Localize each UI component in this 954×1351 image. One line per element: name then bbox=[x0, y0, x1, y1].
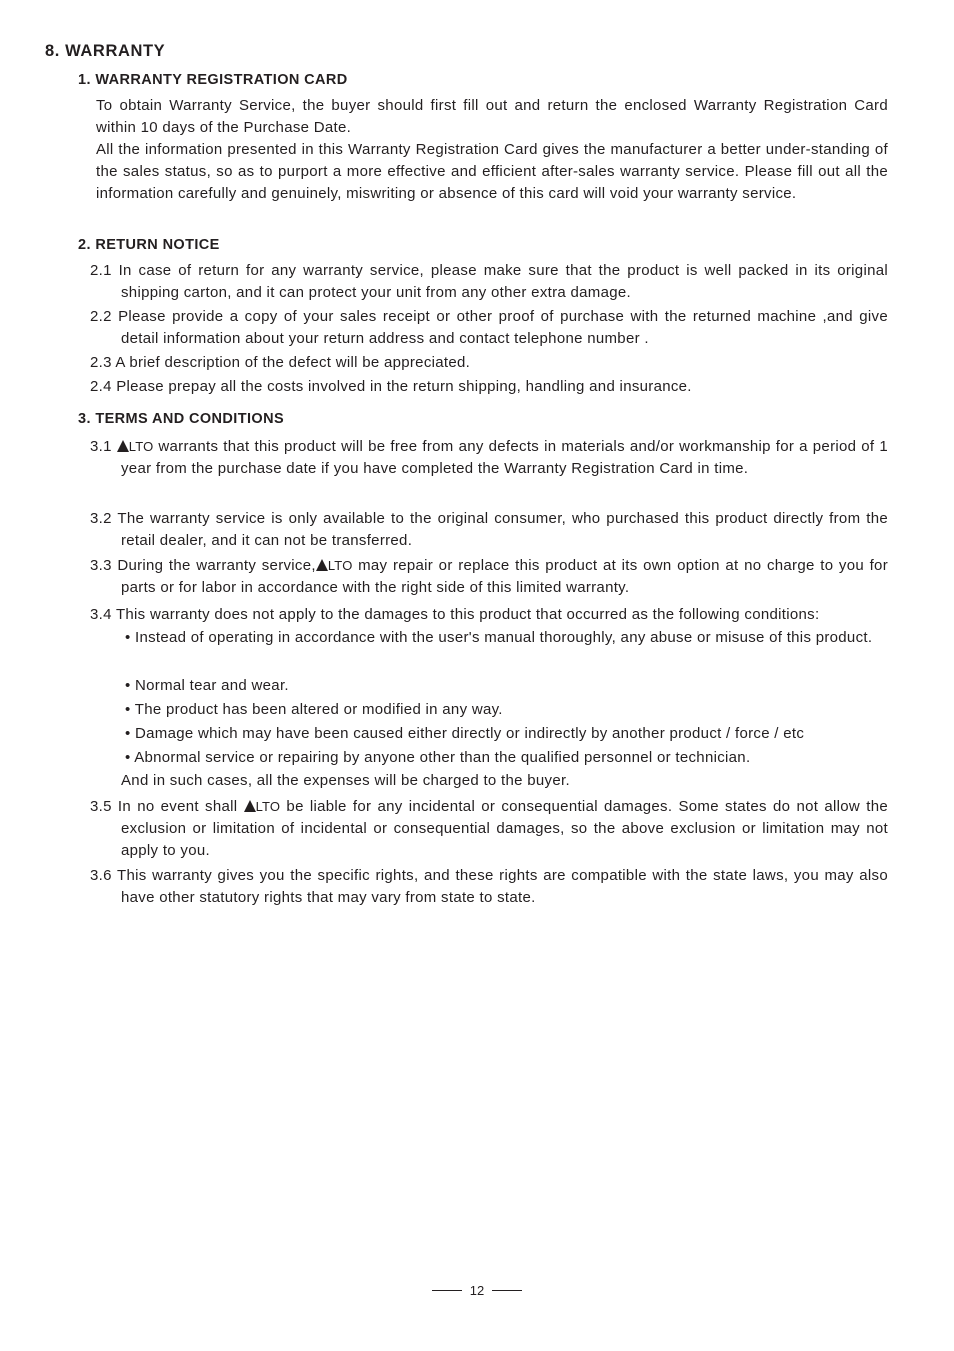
item-2-2: 2.2 Please provide a copy of your sales receipt or other proof of purchase with the returned machine ,and give detail information about your return address and contact telephone number . bbox=[90, 308, 888, 347]
footer-rule-left bbox=[432, 1290, 462, 1291]
item-3-3-text: may repair or replace this product at its own option at no charge to you for parts or for labor in accordance with the right side of this limited warranty. bbox=[121, 557, 888, 596]
item-3-4: 3.4 This warranty does not apply to the damages to this product that occurred as the following conditions: bbox=[90, 606, 820, 623]
item-3-2: 3.2 The warranty service is only available to the original consumer, who purchased this product directly from the retail dealer, and it can not be transferred. bbox=[90, 510, 888, 549]
item-3-1-text: warrants that this product will be free from any defects in materials and/or workmanship for a period of 1 year from the purchase date if you have completed the Warranty Registration Card in time. bbox=[121, 438, 888, 477]
bullet-abuse-misuse: • Instead of operating in accordance with the user's manual thoroughly, any abuse or misuse of this product. bbox=[125, 629, 873, 646]
bullet-abnormal-service: • Abnormal service or repairing by anyone other than the qualified personnel or technician. bbox=[125, 749, 751, 766]
brand-triangle-icon bbox=[316, 559, 328, 571]
paragraph-registration-info: All the information presented in this Warranty Registration Card gives the manufacturer a better under-standing of the sales status, so as to purport a more effective and efficient after-sales warranty service. Please fill out all the information carefully and genuinely, miswriting or absence of this card will void your warranty service. bbox=[96, 141, 888, 202]
item-3-5-lead: 3.5 In no event shall bbox=[90, 798, 244, 815]
footer-rule-right bbox=[492, 1290, 522, 1291]
brand-logo-text: LTO bbox=[255, 799, 281, 814]
page-number: 12 bbox=[469, 1283, 485, 1298]
item-2-3: 2.3 A brief description of the defect will be appreciated. bbox=[90, 354, 471, 371]
item-3-3-lead: 3.3 During the warranty service, bbox=[90, 557, 316, 574]
heading-terms-and-conditions: 3. TERMS AND CONDITIONS bbox=[78, 411, 285, 427]
item-2-4: 2.4 Please prepay all the costs involved in the return shipping, handling and insurance. bbox=[90, 378, 692, 395]
brand-logo-text: LTO bbox=[128, 439, 154, 454]
heading-return-notice: 2. RETURN NOTICE bbox=[78, 237, 220, 253]
page-footer bbox=[0, 1283, 954, 1298]
brand-triangle-icon bbox=[244, 800, 256, 812]
expenses-note: And in such cases, all the expenses will be charged to the buyer. bbox=[121, 772, 570, 789]
item-3-1 bbox=[90, 436, 888, 480]
item-3-3 bbox=[90, 555, 888, 599]
brand-logo bbox=[244, 796, 281, 818]
brand-logo bbox=[117, 436, 154, 458]
item-3-5 bbox=[90, 796, 888, 861]
item-3-6: 3.6 This warranty gives you the specific rights, and these rights are compatible with the state laws, you may also have other statutory rights that may vary from state to state. bbox=[90, 867, 888, 906]
brand-logo-text: LTO bbox=[327, 558, 353, 573]
item-3-1-lead: 3.1 bbox=[90, 438, 117, 455]
item-3-5-text: be liable for any incidental or consequential damages. Some states do not allow the exclusion or limitation of incidental or consequential damages, so the above exclusion or limitation may not apply to you. bbox=[121, 798, 888, 859]
bullet-damage-other-product: • Damage which may have been caused either directly or indirectly by another product / force / etc bbox=[125, 725, 805, 742]
bullet-altered: • The product has been altered or modified in any way. bbox=[125, 701, 503, 718]
brand-logo bbox=[316, 555, 353, 577]
heading-warranty-registration-card: 1. WARRANTY REGISTRATION CARD bbox=[78, 72, 348, 88]
paragraph-obtain-service: To obtain Warranty Service, the buyer should first fill out and return the enclosed Warranty Registration Card within 10 days of the Purchase Date. bbox=[96, 97, 888, 136]
section-title: 8. WARRANTY bbox=[45, 42, 166, 60]
brand-triangle-icon bbox=[117, 440, 129, 452]
item-2-1: 2.1 In case of return for any warranty service, please make sure that the product is well packed in its original shipping carton, and it can protect your unit from any other extra damage. bbox=[90, 262, 888, 301]
bullet-tear-wear: • Normal tear and wear. bbox=[125, 677, 289, 694]
